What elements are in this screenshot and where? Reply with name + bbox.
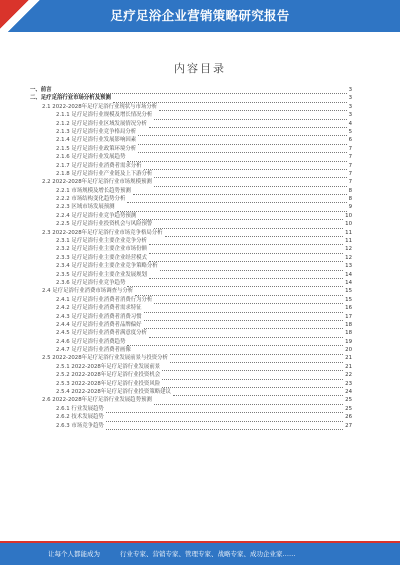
footer-slogan-left: 让每个人都能成为 xyxy=(48,550,100,558)
toc-entry-label: 2.5.3 2022-2028年足疗足浴行业投资风险 xyxy=(56,380,161,387)
toc-entry[interactable] xyxy=(30,413,352,421)
report-title: 足疗足浴企业营销策略研究报告 xyxy=(110,8,290,23)
toc-entry-label: 2.2 2022-2028年足疗足浴行业市场规模预测 xyxy=(42,179,152,186)
toc-entry[interactable] xyxy=(30,321,352,329)
footer-slogan-right: 行业专家、营销专家、管理专家、战略专家、成功企业家…… xyxy=(120,550,296,558)
toc-entry-page: 3 xyxy=(348,103,352,110)
toc-entry-label: 2.2.3 区域市场发展预测 xyxy=(56,204,115,211)
toc-entry[interactable] xyxy=(30,220,352,228)
toc-entry-page: 17 xyxy=(345,313,352,320)
toc-entry-page: 12 xyxy=(345,254,352,261)
toc-entry[interactable] xyxy=(30,396,352,404)
toc-entry-page: 22 xyxy=(345,372,352,379)
header-banner xyxy=(0,0,400,32)
toc-entry-page: 7 xyxy=(348,145,352,152)
toc-entry-label: 2.1.3 足疗足浴行业竞争格局分析 xyxy=(56,128,137,135)
toc-entry[interactable] xyxy=(30,245,352,253)
toc-entry[interactable] xyxy=(30,262,352,270)
toc-entry[interactable] xyxy=(30,145,352,153)
toc-entry-page: 21 xyxy=(345,363,352,370)
toc-entry-label: 2.2.1 市场规模及增长趋势预测 xyxy=(56,187,131,194)
toc-entry-page: 10 xyxy=(345,212,352,219)
toc-entry-page: 7 xyxy=(348,170,352,177)
toc-entry-page: 3 xyxy=(348,112,352,119)
toc-entry-label: 2.6.3 市场竞争趋势 xyxy=(56,422,104,429)
toc-entry[interactable] xyxy=(30,86,352,94)
toc-entry[interactable] xyxy=(30,279,352,287)
toc-entry-label: 2.5.2 2022-2028年足疗足浴行业投资机会 xyxy=(56,372,161,379)
toc-entry-label: 2.1.5 足疗足浴行业政策环境分析 xyxy=(56,145,137,152)
toc-entry[interactable] xyxy=(30,304,352,312)
toc-entry-label: 2.1.8 足疗足浴行业产业链及上下游分析 xyxy=(56,170,153,177)
toc-entry-label: 2.6.1 行业发展趋势 xyxy=(56,405,104,412)
toc-leader-dots xyxy=(106,424,343,430)
toc-entry-page: 3 xyxy=(348,95,352,102)
toc-entry-page: 6 xyxy=(348,137,352,144)
toc-entry-page: 8 xyxy=(348,196,352,203)
toc-entry-page: 9 xyxy=(348,204,352,211)
toc-entry-page: 19 xyxy=(345,338,352,345)
toc-entry[interactable] xyxy=(30,422,352,430)
toc-entry-page: 11 xyxy=(345,229,352,236)
toc-entry[interactable] xyxy=(30,405,352,413)
toc-entry-page: 24 xyxy=(345,389,352,396)
toc-entry[interactable] xyxy=(30,111,352,119)
toc-entry-page: 12 xyxy=(345,246,352,253)
toc-entry-page: 26 xyxy=(345,414,352,421)
toc-entry-page: 23 xyxy=(345,380,352,387)
toc-entry[interactable] xyxy=(30,338,352,346)
toc-entry-label: 2.4.6 足疗足浴行业消费趋势 xyxy=(56,338,126,345)
toc-entry-page: 7 xyxy=(348,179,352,186)
toc-entry-label: 2.3 2022-2028年足疗足浴行业市场竞争格局分析 xyxy=(42,229,163,236)
toc-entry[interactable] xyxy=(30,229,352,237)
toc-entry[interactable] xyxy=(30,271,352,279)
table-of-contents xyxy=(30,86,352,430)
toc-entry-label: 2.2.5 足疗足浴行业投资机会与风险预警 xyxy=(56,221,153,228)
toc-entry[interactable] xyxy=(30,195,352,203)
toc-entry-label: 2.4.7 足疗足浴行业消费者画像 xyxy=(56,347,131,354)
toc-entry-page: 25 xyxy=(345,405,352,412)
toc-entry[interactable] xyxy=(30,355,352,363)
toc-entry[interactable] xyxy=(30,162,352,170)
toc-entry[interactable] xyxy=(30,103,352,111)
toc-entry-label: 2.4.5 足疗足浴行业消费者满意度分析 xyxy=(56,330,147,337)
toc-entry-page: 5 xyxy=(348,128,352,135)
toc-entry-label: 2.4.1 足疗足浴行业消费者消费行为分析 xyxy=(56,296,153,303)
toc-entry-label: 2.4 足疗足浴行业消费市场调查与分析 xyxy=(42,288,134,295)
toc-entry-page: 10 xyxy=(345,221,352,228)
toc-entry-page: 13 xyxy=(345,263,352,270)
toc-entry[interactable] xyxy=(30,94,352,102)
toc-entry[interactable] xyxy=(30,212,352,220)
toc-entry-label: 2.5 2022-2028年足疗足浴行业发展前景与投资分析 xyxy=(42,355,168,362)
toc-entry-page: 7 xyxy=(348,162,352,169)
toc-entry[interactable] xyxy=(30,287,352,295)
toc-entry-page: 3 xyxy=(348,86,352,93)
toc-entry[interactable] xyxy=(30,329,352,337)
toc-entry[interactable] xyxy=(30,187,352,195)
toc-entry[interactable] xyxy=(30,254,352,262)
toc-entry[interactable] xyxy=(30,136,352,144)
toc-entry-page: 4 xyxy=(348,120,352,127)
toc-entry-label: 2.6 2022-2028年足疗足浴行业发展趋势预测 xyxy=(42,397,152,404)
toc-entry-page: 25 xyxy=(345,397,352,404)
toc-entry[interactable] xyxy=(30,203,352,211)
toc-entry[interactable] xyxy=(30,388,352,396)
toc-entry-label: 2.1.1 足疗足浴行业规模及增长情况分析 xyxy=(56,112,153,119)
toc-entry-label: 2.2.4 足疗足浴行业竞争趋势预测 xyxy=(56,212,137,219)
toc-entry-page: 18 xyxy=(345,330,352,337)
toc-entry[interactable] xyxy=(30,296,352,304)
toc-entry-page: 16 xyxy=(345,305,352,312)
toc-entry-label: 2.3.2 足疗足浴行业主要企业市场份额 xyxy=(56,246,147,253)
toc-entry-label: 2.3.3 足疗足浴行业主要企业经营模式 xyxy=(56,254,147,261)
toc-entry[interactable] xyxy=(30,170,352,178)
toc-entry[interactable] xyxy=(30,363,352,371)
toc-entry[interactable] xyxy=(30,371,352,379)
toc-entry-page: 18 xyxy=(345,321,352,328)
toc-entry[interactable] xyxy=(30,346,352,354)
toc-entry-label: 2.5.4 2022-2028年足疗足浴行业投资策略建议 xyxy=(56,389,171,396)
footer-banner xyxy=(0,543,400,565)
toc-entry-page: 8 xyxy=(348,187,352,194)
toc-entry[interactable] xyxy=(30,237,352,245)
toc-entry[interactable] xyxy=(30,128,352,136)
toc-entry-label: 2.2.2 市场结构变化趋势分析 xyxy=(56,196,126,203)
toc-entry[interactable] xyxy=(30,313,352,321)
toc-entry-page: 14 xyxy=(345,271,352,278)
toc-entry-page: 14 xyxy=(345,279,352,286)
toc-entry-label: 二、足疗足浴行业市场分析及预测 xyxy=(30,95,111,102)
toc-entry-label: 2.4.3 足疗足浴行业消费者消费习惯 xyxy=(56,313,142,320)
toc-heading: 内容目录 xyxy=(174,62,226,75)
toc-entry-label: 2.4.2 足疗足浴行业消费者需求特征 xyxy=(56,305,142,312)
toc-entry-label: 2.3.6 足疗足浴行业竞争趋势 xyxy=(56,279,126,286)
toc-entry-label: 2.5.1 2022-2028年足疗足浴行业发展前景 xyxy=(56,363,161,370)
toc-entry-label: 2.1.7 足疗足浴行业消费者需求分析 xyxy=(56,162,142,169)
toc-entry-label: 2.1.6 足疗足浴行业发展趋势 xyxy=(56,154,126,161)
toc-entry-label: 2.1.4 足疗足浴行业发展影响因素 xyxy=(56,137,137,144)
toc-entry-page: 21 xyxy=(345,355,352,362)
toc-entry-label: 2.1 2022-2028年足疗足浴行业现状与市场分析 xyxy=(42,103,158,110)
toc-entry-page: 20 xyxy=(345,347,352,354)
toc-entry-label: 2.4.4 足疗足浴行业消费者品牌偏好 xyxy=(56,321,142,328)
toc-entry-label: 2.3.1 足疗足浴行业主要企业竞争分析 xyxy=(56,238,147,245)
toc-entry-page: 27 xyxy=(345,422,352,429)
toc-entry[interactable] xyxy=(30,178,352,186)
toc-entry[interactable] xyxy=(30,380,352,388)
toc-entry-page: 7 xyxy=(348,154,352,161)
toc-entry-label: 2.1.2 足疗足浴行业区域发展情况分析 xyxy=(56,120,147,127)
toc-entry-label: 一、前言 xyxy=(30,86,52,93)
toc-entry-label: 2.3.5 足疗足浴行业主要企业发展规划 xyxy=(56,271,147,278)
toc-entry-page: 11 xyxy=(345,238,352,245)
toc-entry[interactable] xyxy=(30,120,352,128)
toc-entry[interactable] xyxy=(30,153,352,161)
toc-entry-page: 15 xyxy=(345,296,352,303)
toc-entry-label: 2.3.4 足疗足浴行业主要企业竞争策略分析 xyxy=(56,263,158,270)
toc-entry-page: 15 xyxy=(345,288,352,295)
toc-entry-label: 2.6.2 技术发展趋势 xyxy=(56,414,104,421)
